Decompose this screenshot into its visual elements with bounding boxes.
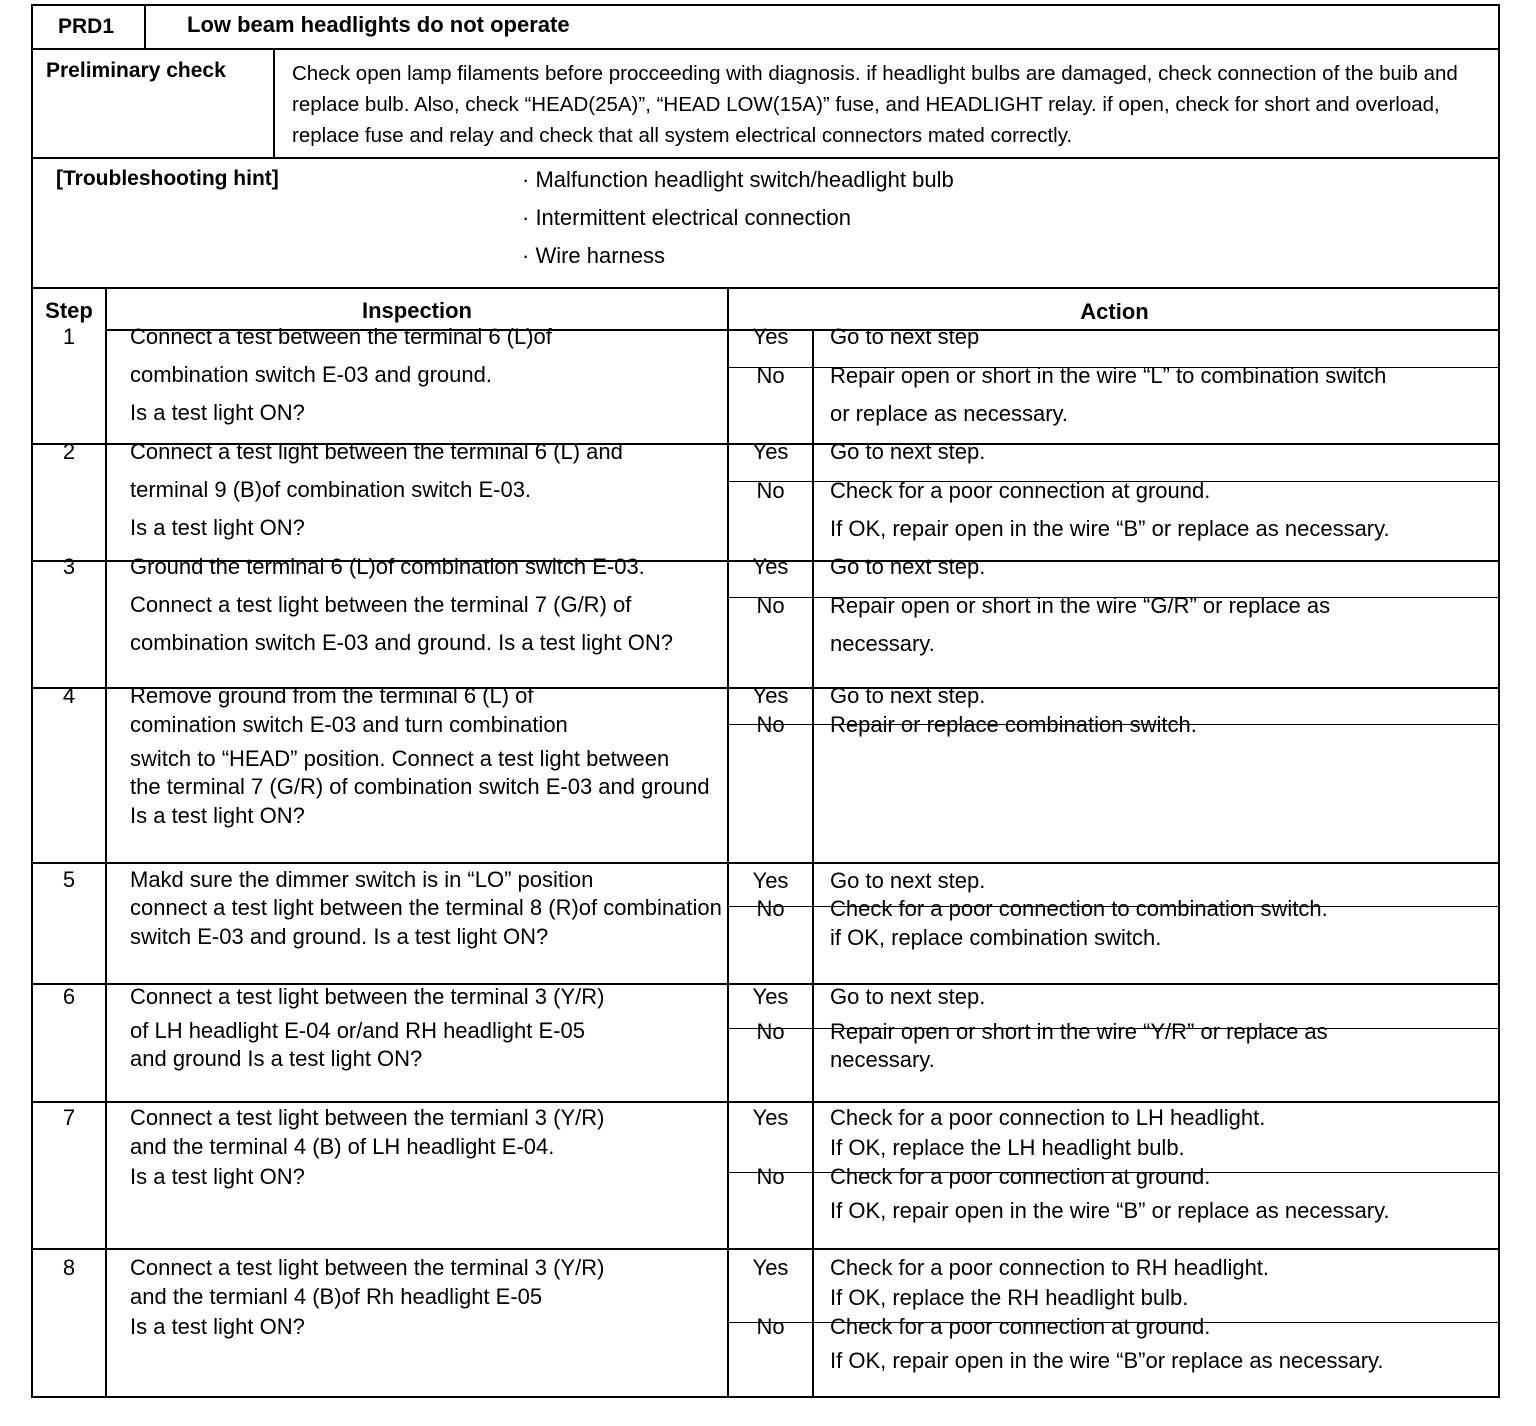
no-action-text: Repair open or short in the wire “G/R” or replace as	[830, 593, 1331, 618]
no-action-text: Repair open or short in the wire “Y/R” or replace as	[830, 1019, 1328, 1044]
table-col-line	[105, 287, 107, 1398]
no-action-text: Check for a poor connection at ground.	[830, 1164, 1211, 1189]
page-title: Low beam headlights do not operate	[187, 12, 570, 37]
yes-action-text: If OK, replace the LH headlight bulb.	[830, 1135, 1185, 1160]
step-number: 5	[62, 867, 76, 892]
yes-label: Yes	[752, 439, 789, 464]
yes-action-text: Check for a poor connection to LH headlight.	[830, 1105, 1266, 1130]
inspection-text: and ground Is a test light ON?	[130, 1046, 423, 1071]
no-action-text: Check for a poor connection at ground.	[830, 1314, 1211, 1339]
inspection-text: Ground the terminal 6 (L)of combination switch E-03.	[130, 554, 645, 579]
inspection-text: Is a test light ON?	[130, 400, 305, 425]
no-action-text: Check for a poor connection to combination switch.	[830, 896, 1328, 921]
no-action-text: If OK, repair open in the wire “B”or replace as necessary.	[830, 1348, 1384, 1373]
step-separator	[31, 1101, 1500, 1103]
inspection-text: and the termianl 4 (B)of Rh headlight E-05	[130, 1284, 543, 1309]
inspection-text: Remove ground from the terminal 6 (L) of	[130, 683, 534, 708]
step-number: 1	[62, 324, 76, 349]
inspection-text: combination switch E-03 and ground. Is a test light ON?	[130, 630, 673, 655]
inspection-text: Connect a test between the terminal 6 (L)of	[130, 324, 552, 349]
yes-label: Yes	[752, 1105, 789, 1130]
column-header-step: Step	[45, 298, 93, 323]
step-number: 3	[62, 554, 76, 579]
yes-action-text: Go to next step	[830, 324, 980, 349]
inspection-text: combination switch E-03 and ground.	[130, 362, 492, 387]
no-label: No	[756, 478, 785, 503]
inspection-text: Is a test light ON?	[130, 1314, 305, 1339]
inspection-text: of LH headlight E-04 or/and RH headlight E-05	[130, 1018, 585, 1043]
yes-label: Yes	[752, 984, 789, 1009]
inspection-text: connect a test light between the terminal 8 (R)of combination	[130, 895, 722, 920]
no-action-text: Repair open or short in the wire “L” to combination switch	[830, 363, 1387, 388]
yes-label: Yes	[752, 554, 789, 579]
inspection-text: terminal 9 (B)of combination switch E-03.	[130, 477, 532, 502]
inspection-text: Connect a test light between the terminal 6 (L) and	[130, 439, 623, 464]
yes-label: Yes	[752, 868, 789, 893]
hint-item: · Malfunction headlight switch/headlight bulb	[522, 167, 954, 192]
yes-action-text: Go to next step.	[830, 868, 986, 893]
inspection-text: Connect a test light between the terminal 7 (G/R) of	[130, 592, 632, 617]
inspection-text: Makd sure the dimmer switch is in “LO” position	[130, 867, 594, 892]
inspection-text: Connect a test light between the terminal 3 (Y/R)	[130, 1255, 605, 1280]
yes-label: Yes	[752, 683, 789, 708]
inspection-text: and the terminal 4 (B) of LH headlight E-04.	[130, 1134, 555, 1159]
hint-label: [Troubleshooting hint]	[56, 167, 279, 190]
inspection-text: the terminal 7 (G/R) of combination switch E-03 and ground	[130, 774, 710, 799]
header-divider	[144, 4, 146, 49]
no-action-text: If OK, repair open in the wire “B” or replace as necessary.	[830, 516, 1390, 541]
inspection-text: Is a test light ON?	[130, 515, 305, 540]
yes-action-text: Go to next step.	[830, 439, 986, 464]
yes-action-text: Go to next step.	[830, 554, 986, 579]
step-separator	[31, 1248, 1500, 1250]
inspection-text: Is a test light ON?	[130, 803, 305, 828]
yes-action-text: Go to next step.	[830, 984, 986, 1009]
no-action-text: or replace as necessary.	[830, 401, 1069, 426]
inspection-text: Is a test light ON?	[130, 1164, 305, 1189]
step-number: 6	[62, 984, 76, 1009]
rule	[31, 157, 1500, 159]
no-label: No	[756, 896, 785, 921]
yes-action-text: If OK, replace the RH headlight bulb.	[830, 1285, 1189, 1310]
no-label: No	[756, 363, 785, 388]
inspection-text: Connect a test light between the termianl 3 (Y/R)	[130, 1105, 605, 1130]
rule	[31, 287, 1500, 289]
preliminary-label: Preliminary check	[46, 59, 226, 82]
yes-action-text: Check for a poor connection to RH headlight.	[830, 1255, 1270, 1280]
no-action-text: if OK, replace combination switch.	[830, 925, 1162, 950]
procedure-code: PRD1	[58, 15, 115, 38]
no-action-text: necessary.	[830, 631, 935, 656]
inspection-text: comination switch E-03 and turn combination	[130, 712, 568, 737]
no-label: No	[756, 712, 785, 737]
step-separator	[31, 862, 1500, 864]
yes-label: Yes	[752, 324, 789, 349]
inspection-text: switch E-03 and ground. Is a test light ON?	[130, 924, 549, 949]
inspection-text: Connect a test light between the terminal 3 (Y/R)	[130, 984, 605, 1009]
no-action-text: If OK, repair open in the wire “B” or replace as necessary.	[830, 1198, 1390, 1223]
no-action-text: Repair or replace combination switch.	[830, 712, 1197, 737]
step-number: 8	[62, 1255, 76, 1280]
yes-action-text: Go to next step.	[830, 683, 986, 708]
step-number: 4	[62, 683, 76, 708]
no-action-text: necessary.	[830, 1047, 935, 1072]
no-label: No	[756, 593, 785, 618]
preliminary-text: Check open lamp filaments before procceeding with diagnosis. if headlight bulbs are damaged, check connection of the buib and replace bulb. Also, check “HEAD(25A)”, “HEAD LOW(15A)” fuse, and HEADLIGHT relay. if open, check for short and overload, replace fuse and relay and check that all system electrical connectors mated correctly.	[292, 62, 1458, 147]
rule	[31, 48, 1500, 50]
hint-item: · Intermittent electrical connection	[522, 205, 851, 230]
no-label: No	[756, 1314, 785, 1339]
hint-item: · Wire harness	[522, 243, 666, 268]
step-number: 7	[62, 1105, 76, 1130]
no-action-text: Check for a poor connection at ground.	[830, 478, 1211, 503]
preliminary-divider	[273, 48, 275, 158]
no-label: No	[756, 1164, 785, 1189]
column-header-action: Action	[1080, 299, 1149, 324]
yes-label: Yes	[752, 1255, 789, 1280]
column-header-inspection: Inspection	[361, 298, 472, 323]
step-number: 2	[62, 439, 76, 464]
inspection-text: switch to “HEAD” position. Connect a test light between	[130, 746, 670, 771]
no-label: No	[756, 1019, 785, 1044]
